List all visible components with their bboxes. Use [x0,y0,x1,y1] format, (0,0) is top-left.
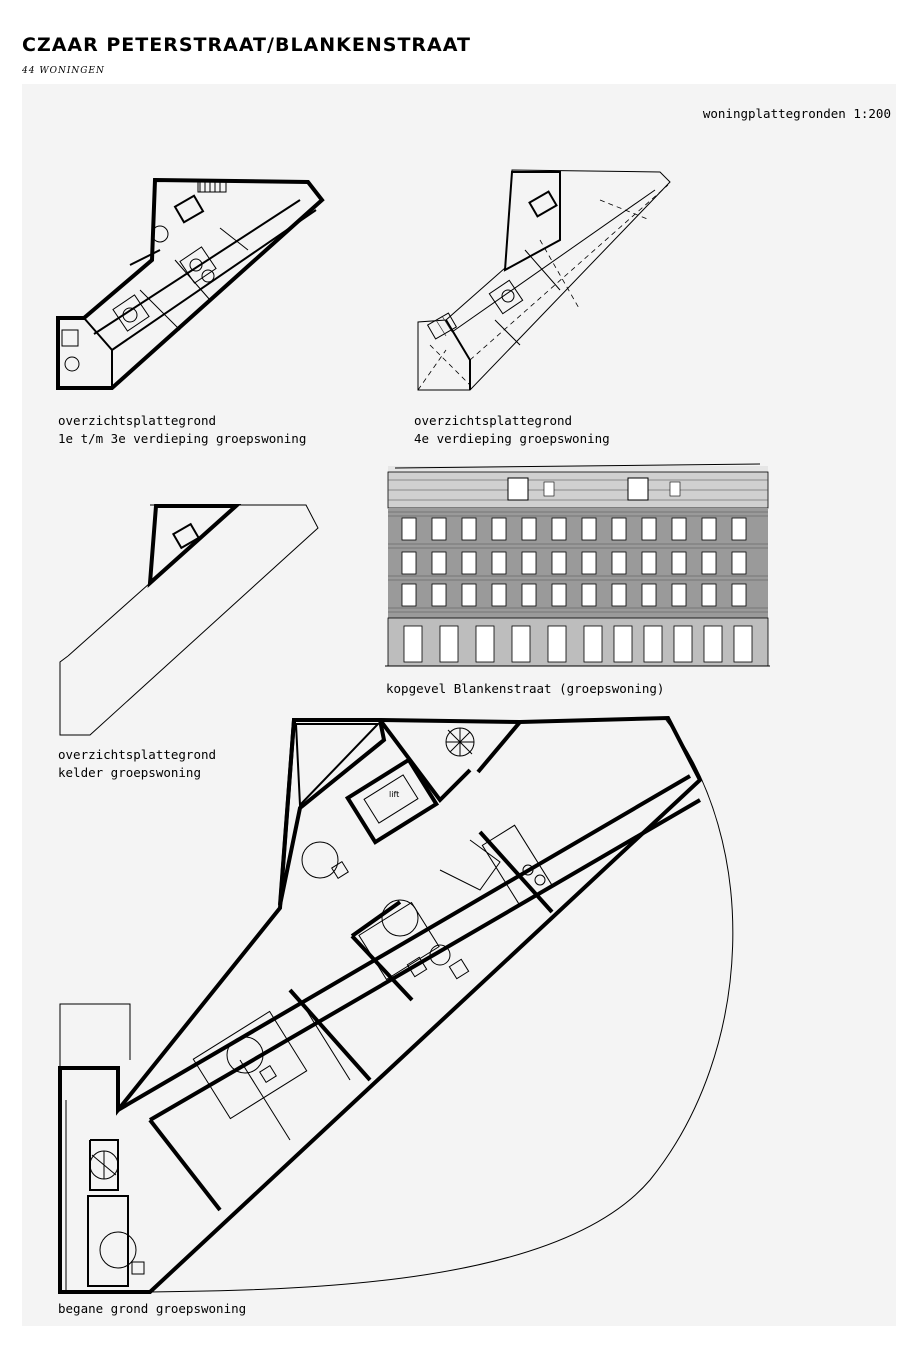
scale-label: woningplattegronden 1:200 [702,106,891,121]
caption-plan-1e-3e: overzichtsplattegrond 1e t/m 3e verdieping groepswoning [58,413,307,446]
caption-plan-kelder: overzichtsplattegrond kelder groepswoning [58,747,217,780]
ground-floor-outline [60,718,733,1292]
page-subtitle: 44 WONINGEN [22,66,105,76]
lift-annotation: lift [389,790,400,799]
page-title: CZAAR PETERSTRAAT/BLANKENSTRAAT [22,34,471,56]
caption-elevation: kopgevel Blankenstraat (groepswoning) [386,681,665,696]
caption-ground-floor: begane grond groepswoning [58,1301,247,1316]
caption-plan-4e: overzichtsplattegrond 4e verdieping groepswoning [414,413,610,446]
